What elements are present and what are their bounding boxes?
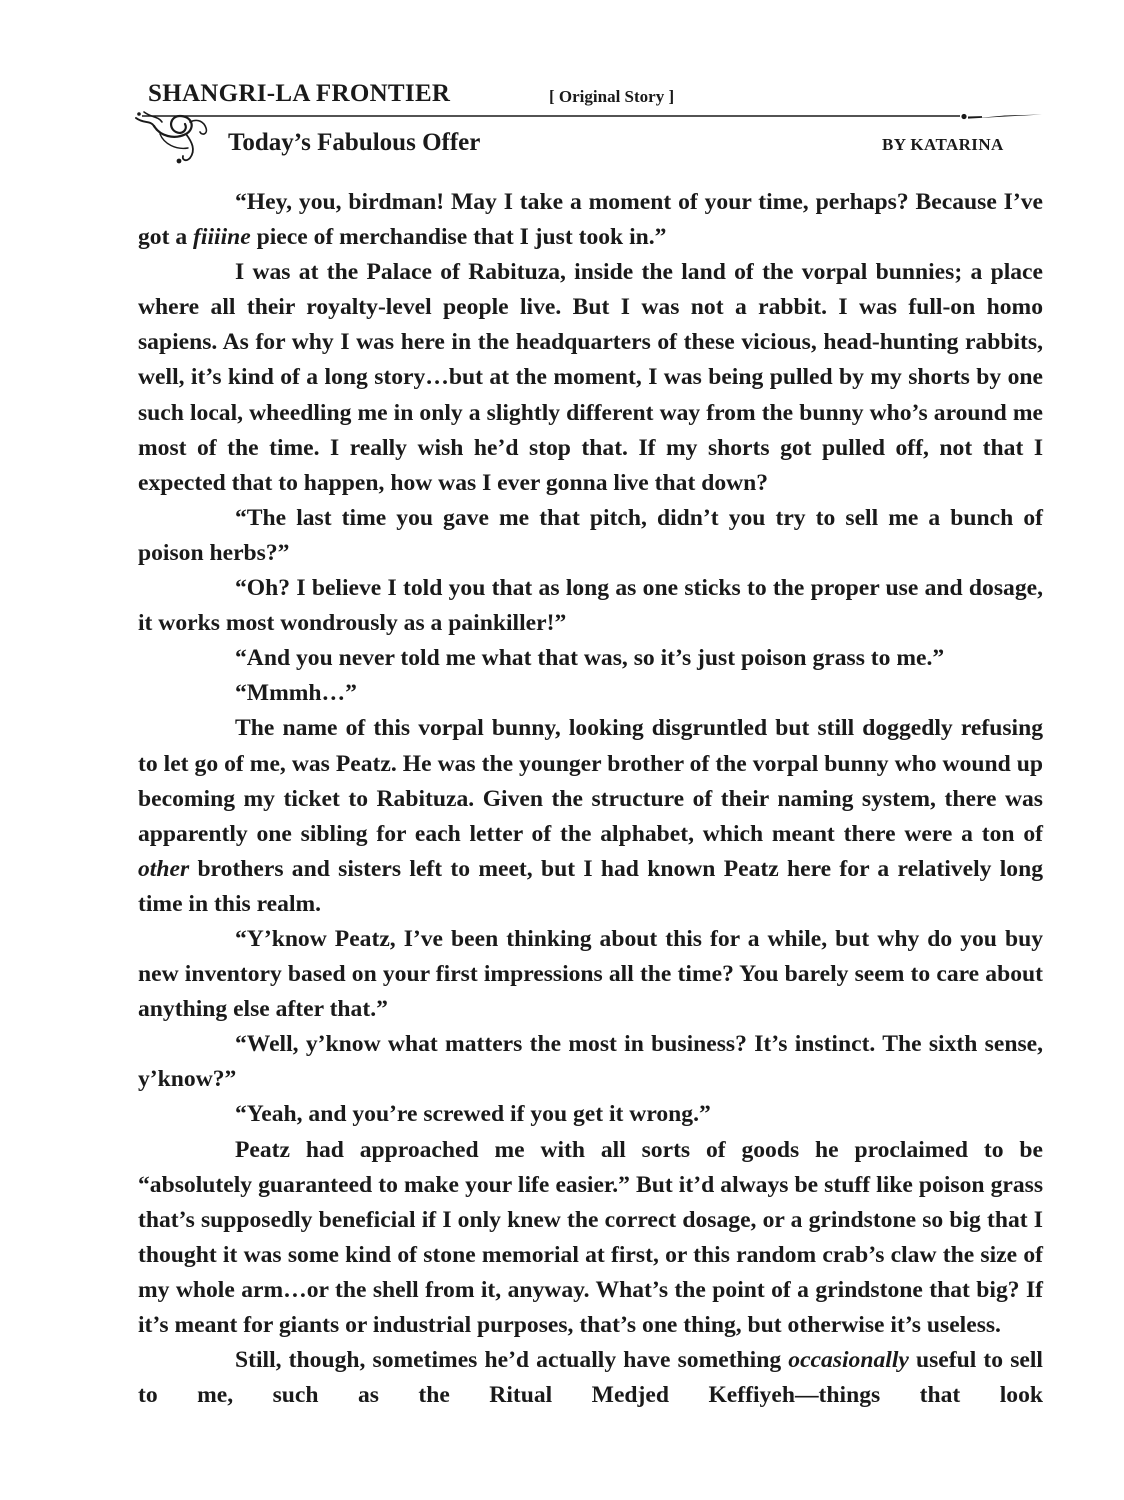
- paragraph: “Mmmh…”: [235, 680, 357, 707]
- paragraph: “Hey, you, birdman! May I take a moment of your time, perhaps? Because I’ve got a fiiiine piece of merchandise that I just took in.”: [138, 189, 1043, 251]
- paragraph: “Well, y’know what matters the most in business? It’s instinct. The sixth sense, y’know?”: [138, 1031, 1043, 1093]
- series-title: SHANGRI-LA FRONTIER: [148, 80, 451, 107]
- author-byline: BY KATARINA: [882, 135, 1004, 154]
- paragraph: “And you never told me what that was, so it’s just poison grass to me.”: [235, 645, 945, 672]
- paragraph: Peatz had approached me with all sorts of goods he proclaimed to be “absolutely guaranteed to make your life easier.” But it’d always be stuff like poison grass that’s supposedly beneficial if I only knew the correct dosage, or a grindstone so big that I thought it was some kind of stone memorial at first, or this random crab’s claw the size of my whole arm…or the shell from it, anyway. What’s the point of a grindstone that big? If it’s meant for giants or industrial purposes, that’s one thing, but otherwise it’s useless.: [138, 1136, 1043, 1338]
- paragraph: “Y’know Peatz, I’ve been thinking about this for a while, but why do you buy new inventory based on your first impressions all the time? You barely seem to care about anything else after that.”: [138, 925, 1043, 1023]
- story-tag: [ Original Story ]: [549, 87, 675, 106]
- paragraph: “The last time you gave me that pitch, didn’t you try to sell me a bunch of poison herbs?”: [138, 504, 1043, 566]
- chapter-title: Today’s Fabulous Offer: [228, 129, 481, 156]
- paragraph: “Oh? I believe I told you that as long as one sticks to the proper use and dosage, it works most wondrously as a painkiller!”: [138, 575, 1043, 637]
- paragraph: The name of this vorpal bunny, looking disgruntled but still doggedly refusing to let go of me, was Peatz. He was the younger brother of the vorpal bunny who wound up becoming my ticket to Rabituza. Given the structure of their naming system, there was apparently one sibling for each letter of the alphabet, which meant there were a ton of other brothers and sisters left to meet, but I had known Peatz here for a relatively long time in this realm.: [138, 715, 1043, 917]
- paragraph: Still, though, sometimes he’d actually have something occasionally useful to sell to me, such as the Ritual Medjed Keffiyeh—things that look: [138, 1347, 1043, 1409]
- paragraph: “Yeah, and you’re screwed if you get it wrong.”: [235, 1101, 711, 1128]
- story-body: [138, 185, 1043, 1413]
- paragraph: I was at the Palace of Rabituza, inside the land of the vorpal bunnies; a place where all their royalty-level people live. But I was not a rabbit. I was full-on homo sapiens. As for why I was here in the headquarters of these vicious, head-hunting rabbits, well, it’s kind of a long story…but at the moment, I was being pulled by my shorts by one such local, wheedling me in only a slightly different way from the bunny who’s around me most of the time. I really wish he’d stop that. If my shorts got pulled off, not that I expected that to happen, how was I ever gonna live that down?: [138, 259, 1043, 496]
